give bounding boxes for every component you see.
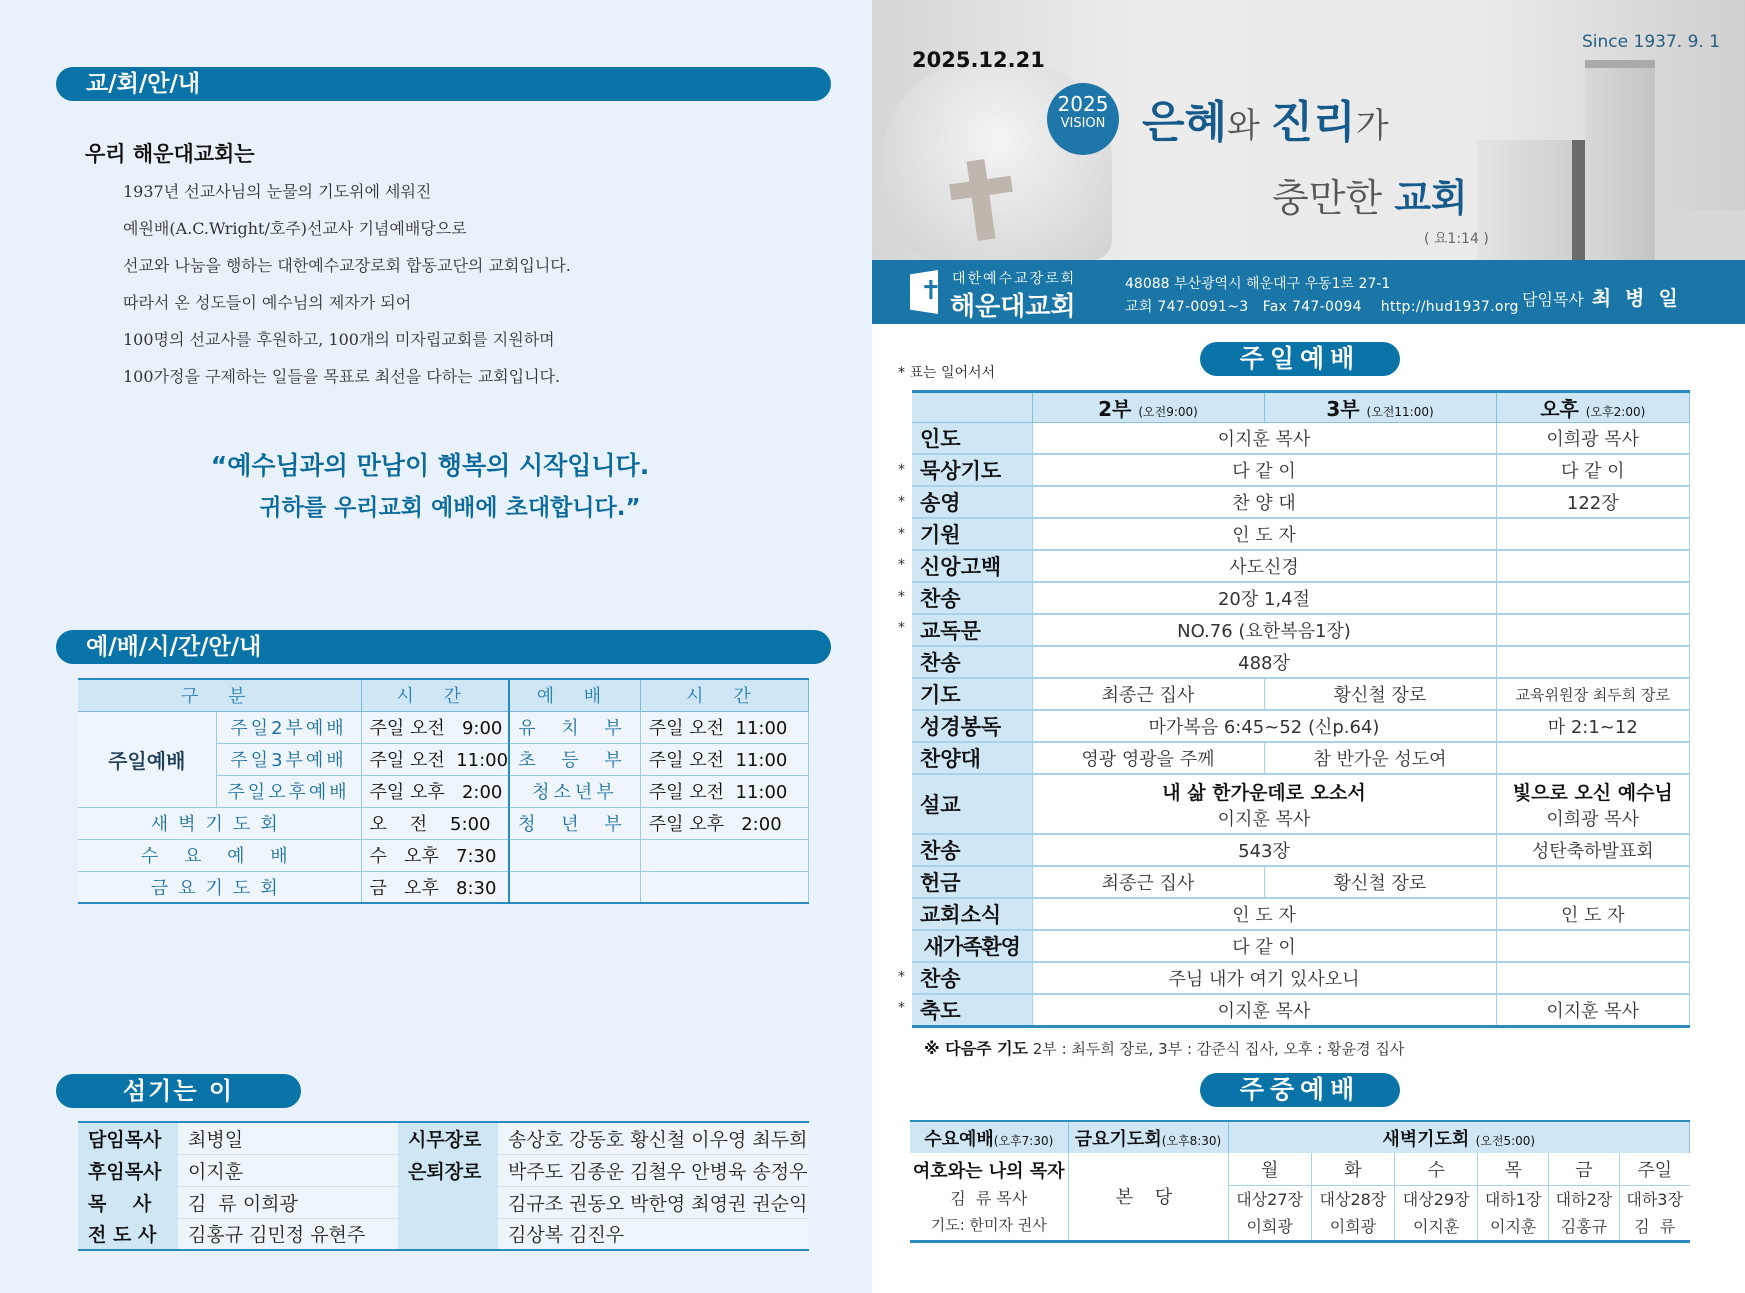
day-label: 금 <box>1549 1153 1620 1185</box>
staff-role: 전 도 사 <box>78 1218 178 1250</box>
church-info-bar <box>872 260 1745 324</box>
stand-marker: * <box>898 969 905 985</box>
wed-sermon-title: 여호와는 나의 목자 <box>912 1160 1065 1182</box>
quote-line-1: “예수님과의 만남이 행복의 시작입니다. <box>210 451 650 480</box>
stand-note: * 표는 일어서서 <box>898 365 996 381</box>
sermon-cell <box>1032 774 1496 834</box>
next-prayer-text: 2부 : 최두희 장로, 3부 : 감준식 집사, 오후 : 황윤경 집사 <box>1032 1040 1405 1058</box>
wed-header: 수요예배(오후7:30) <box>910 1121 1068 1153</box>
fri-header: 금요기도회(오후8:30) <box>1068 1121 1228 1153</box>
day-label: 월 <box>1228 1153 1311 1185</box>
bulletin-date: 2025.12.21 <box>912 48 1045 72</box>
vision-badge <box>1047 83 1119 155</box>
intro-line: 따라서 온 성도들이 예수님의 제자가 되어 <box>123 293 412 312</box>
dept-time: 주일 오후 2:00 <box>640 807 808 839</box>
empty-cell <box>640 839 808 871</box>
sermon-title: 빛으로 오신 예수님 <box>1512 781 1673 804</box>
cross-icon: ✝ <box>920 276 942 306</box>
intro-title: 우리 해운대교회는 <box>85 142 255 166</box>
stand-marker: * <box>898 1000 905 1016</box>
day-label: 화 <box>1311 1153 1394 1185</box>
table-row <box>78 839 809 871</box>
table-row: 신앙고백 사도신경 <box>912 550 1690 582</box>
wed-preacher: 김 류 목사 <box>950 1188 1028 1208</box>
col-header: 시 간 <box>640 679 808 711</box>
col-header: 예 배 <box>509 679 640 711</box>
next-prayer-label: ※ 다음주 기도 <box>924 1039 1028 1058</box>
intro-text <box>123 178 571 400</box>
table-row <box>78 1122 809 1154</box>
slogan-word: 진리 <box>1270 97 1356 148</box>
table-row: 교독문 NO.76 (요한복음1장) <box>912 614 1690 646</box>
service-time: 금 오후 8:30 <box>361 871 509 903</box>
dept-name: 초 등 부 <box>509 743 640 775</box>
stand-marker: * <box>898 620 905 636</box>
slogan-line-1 <box>1142 86 1389 150</box>
table-row: 묵상기도 다 같 이 다 같 이 <box>912 454 1690 486</box>
dept-name: 청소년부 <box>509 775 640 807</box>
day-label: 주일 <box>1619 1153 1689 1185</box>
col-header-3bu: 3부 (오전11:00) <box>1264 392 1496 423</box>
church-info-heading: 교/회/안/내 <box>56 67 831 101</box>
table-row: 설교 내 삶 한가운데로 오소서 이지훈 목사 빛으로 오신 예수님 이희광 목사 <box>912 774 1690 834</box>
stand-marker: * <box>898 462 905 478</box>
day-label: 수 <box>1395 1153 1478 1185</box>
church-building-image <box>1662 210 1745 260</box>
service-name: 주일3부예배 <box>216 743 361 775</box>
service-name: 새벽기도회 <box>78 807 361 839</box>
stand-marker: * <box>898 494 905 510</box>
slogan-emphasis: 교회 <box>1394 176 1468 220</box>
slogan-particle: 와 <box>1227 106 1271 146</box>
staff-names: 박주도 김종운 김철우 안병육 송정우 <box>498 1154 809 1186</box>
table-row <box>78 807 809 839</box>
schedule-heading: 예/배/시/간/안/내 <box>56 630 831 664</box>
service-name: 주일오후예배 <box>216 775 361 807</box>
staff-names: 김 류 이희광 <box>178 1186 398 1218</box>
stand-marker: * <box>898 589 905 605</box>
staff-names: 김상복 김진우 <box>498 1218 809 1250</box>
table-row: 찬송 543장 성탄축하발표회 <box>912 834 1690 866</box>
church-tower-image <box>1585 60 1655 260</box>
table-row: 성경봉독 마가복음 6:45~52 (신p.64) 마 2:1~12 <box>912 710 1690 742</box>
intro-line: 100명의 선교사를 후원하고, 100개의 미자립교회를 지원하며 <box>123 330 555 349</box>
dept-time: 주일 오전 11:00 <box>640 775 808 807</box>
dawn-reading: 대상28장 이희광 <box>1311 1185 1394 1241</box>
stand-marker: * <box>898 557 905 573</box>
col-header-2bu: 2부 (오전9:00) <box>1032 392 1264 423</box>
dawn-reading: 대하2장 김홍규 <box>1549 1185 1620 1241</box>
service-time: 수 오후 7:30 <box>361 839 509 871</box>
fri-place: 본 당 <box>1068 1153 1228 1241</box>
church-name: 해운대교회 <box>950 292 1076 322</box>
pastor-name: 최병일 <box>1591 286 1692 310</box>
senior-pastor <box>1522 282 1692 311</box>
service-name: 주일2부예배 <box>216 711 361 743</box>
table-row: 찬양대 영광 영광을 주께 참 반가운 성도여 <box>912 742 1690 774</box>
table-row <box>78 1154 809 1186</box>
staff-heading: 섬기는 이 <box>56 1074 301 1108</box>
service-time: 오 전 5:00 <box>361 807 509 839</box>
intro-line: 100가정을 구제하는 일들을 목표로 최선을 다하는 교회입니다. <box>123 367 561 386</box>
staff-role: 담임목사 <box>78 1122 178 1154</box>
verse-reference: ( 요1:14 ) <box>1424 231 1489 247</box>
col-header: 구 분 <box>78 679 361 711</box>
slogan-line-2 <box>1272 167 1468 222</box>
dawn-reading: 대상29장 이지훈 <box>1395 1185 1478 1241</box>
day-label: 목 <box>1478 1153 1549 1185</box>
col-header: 시 간 <box>361 679 509 711</box>
staff-names: 이지훈 <box>178 1154 398 1186</box>
table-row: 교회소식 인 도 자 인 도 자 <box>912 898 1690 930</box>
table-row: 찬송 20장 1,4절 <box>912 582 1690 614</box>
stand-marker: * <box>898 526 905 542</box>
staff-role: 목 사 <box>78 1186 178 1218</box>
staff-role: 시무장로 <box>398 1122 498 1154</box>
service-time: 주일 오전 9:00 <box>361 711 509 743</box>
schedule-table <box>78 678 809 904</box>
staff-names: 송상호 강동호 황신철 이우영 최두희 <box>498 1122 809 1154</box>
wed-prayer: 기도: 한미자 권사 <box>930 1215 1047 1234</box>
weekday-service-heading: 주중예배 <box>1200 1073 1400 1107</box>
dept-time: 주일 오전 11:00 <box>640 711 808 743</box>
intro-line: 1937년 선교사님의 눈물의 기도위에 세워진 <box>123 182 432 201</box>
staff-role: 후임목사 <box>78 1154 178 1186</box>
sermon-title: 내 삶 한가운데로 오소서 <box>1162 781 1366 804</box>
slogan-text: 충만한 <box>1272 176 1395 220</box>
dept-name: 청 년 부 <box>509 807 640 839</box>
table-row: 기도 최종근 집사 황신철 장로 교육위원장 최두희 장로 <box>912 678 1690 710</box>
since-text: Since 1937. 9. 1 <box>1582 32 1721 52</box>
table-row: 축도 이지훈 목사 이지훈 목사 <box>912 994 1690 1027</box>
table-row <box>78 1186 809 1218</box>
vision-year: 2025 <box>1057 92 1109 116</box>
dawn-reading: 대상27장 이희광 <box>1228 1185 1311 1241</box>
intro-line: 예원배(A.C.Wright/호주)선교사 기념예배당으로 <box>123 219 467 238</box>
preacher: 이지훈 목사 <box>1217 808 1311 830</box>
address: 48088 부산광역시 해운대구 우동1로 27-1 <box>1125 276 1391 292</box>
intro-line: 선교와 나눔을 행하는 대한예수교장로회 합동교단의 교회입니다. <box>123 256 571 275</box>
slogan-particle: 가 <box>1355 106 1389 146</box>
table-row: 찬송 488장 <box>912 646 1690 678</box>
contact: 교회 747-0091~3 Fax 747-0094 http://hud1937.org <box>1125 299 1519 315</box>
table-row: 새가족환영 다 같 이 <box>912 930 1690 962</box>
table-row: 찬송 주님 내가 여기 있사오니 <box>912 962 1690 994</box>
staff-table <box>78 1121 809 1251</box>
table-row: 송영 찬 양 대 122장 <box>912 486 1690 518</box>
sermon-cell <box>1496 774 1690 834</box>
denomination: 대한예수교장로회 <box>952 271 1077 287</box>
table-row: 기원 인 도 자 <box>912 518 1690 550</box>
empty-cell <box>640 871 808 903</box>
dawn-header: 새벽기도회 (오전5:00) <box>1228 1121 1690 1153</box>
staff-names: 최병일 <box>178 1122 398 1154</box>
table-row <box>78 871 809 903</box>
sunday-service-heading: 주일예배 <box>1200 342 1400 376</box>
empty-cell <box>509 839 640 871</box>
table-row <box>78 1218 809 1250</box>
vision-label: VISION <box>1060 116 1106 131</box>
dawn-reading: 대하3장 김 류 <box>1626 1189 1683 1236</box>
header-banner <box>872 0 1745 260</box>
staff-role <box>398 1186 498 1218</box>
col-header-afternoon: 오후 (오후2:00) <box>1496 392 1690 423</box>
next-week-prayer <box>924 1036 1404 1059</box>
weekday-service-table <box>910 1120 1690 1243</box>
staff-names: 김홍규 김민정 유현주 <box>178 1218 398 1250</box>
pastor-title: 담임목사 <box>1522 290 1584 309</box>
staff-role: 은퇴장로 <box>398 1154 498 1186</box>
service-time: 주일 오후 2:00 <box>361 775 509 807</box>
table-row: 헌금 최종근 집사 황신철 장로 <box>912 866 1690 898</box>
table-row <box>78 711 809 743</box>
dawn-reading: 대하1장 이지훈 <box>1478 1185 1549 1241</box>
dept-name: 유 치 부 <box>509 711 640 743</box>
service-name: 수 요 예 배 <box>78 839 361 871</box>
service-time: 주일 오전 11:00 <box>361 743 509 775</box>
group-label: 주일예배 <box>78 711 216 807</box>
right-panel <box>872 0 1745 1293</box>
invitation-quote <box>150 445 710 529</box>
staff-role <box>398 1218 498 1250</box>
dept-time: 주일 오전 11:00 <box>640 743 808 775</box>
left-panel <box>0 0 872 1293</box>
corner-cell <box>912 392 1032 423</box>
table-row: 인도 이지훈 목사 이희광 목사 <box>912 423 1690 455</box>
wed-detail <box>910 1153 1068 1241</box>
preacher: 이희광 목사 <box>1546 808 1640 830</box>
empty-cell <box>509 871 640 903</box>
quote-line-2: 귀하를 우리교회 예배에 초대합니다.” <box>259 495 641 521</box>
order-of-worship-table <box>912 390 1690 1028</box>
service-name: 금요기도회 <box>78 871 361 903</box>
slogan-word: 은혜 <box>1142 97 1228 148</box>
staff-names: 김규조 권동오 박한영 최영권 권순익 <box>498 1186 809 1218</box>
